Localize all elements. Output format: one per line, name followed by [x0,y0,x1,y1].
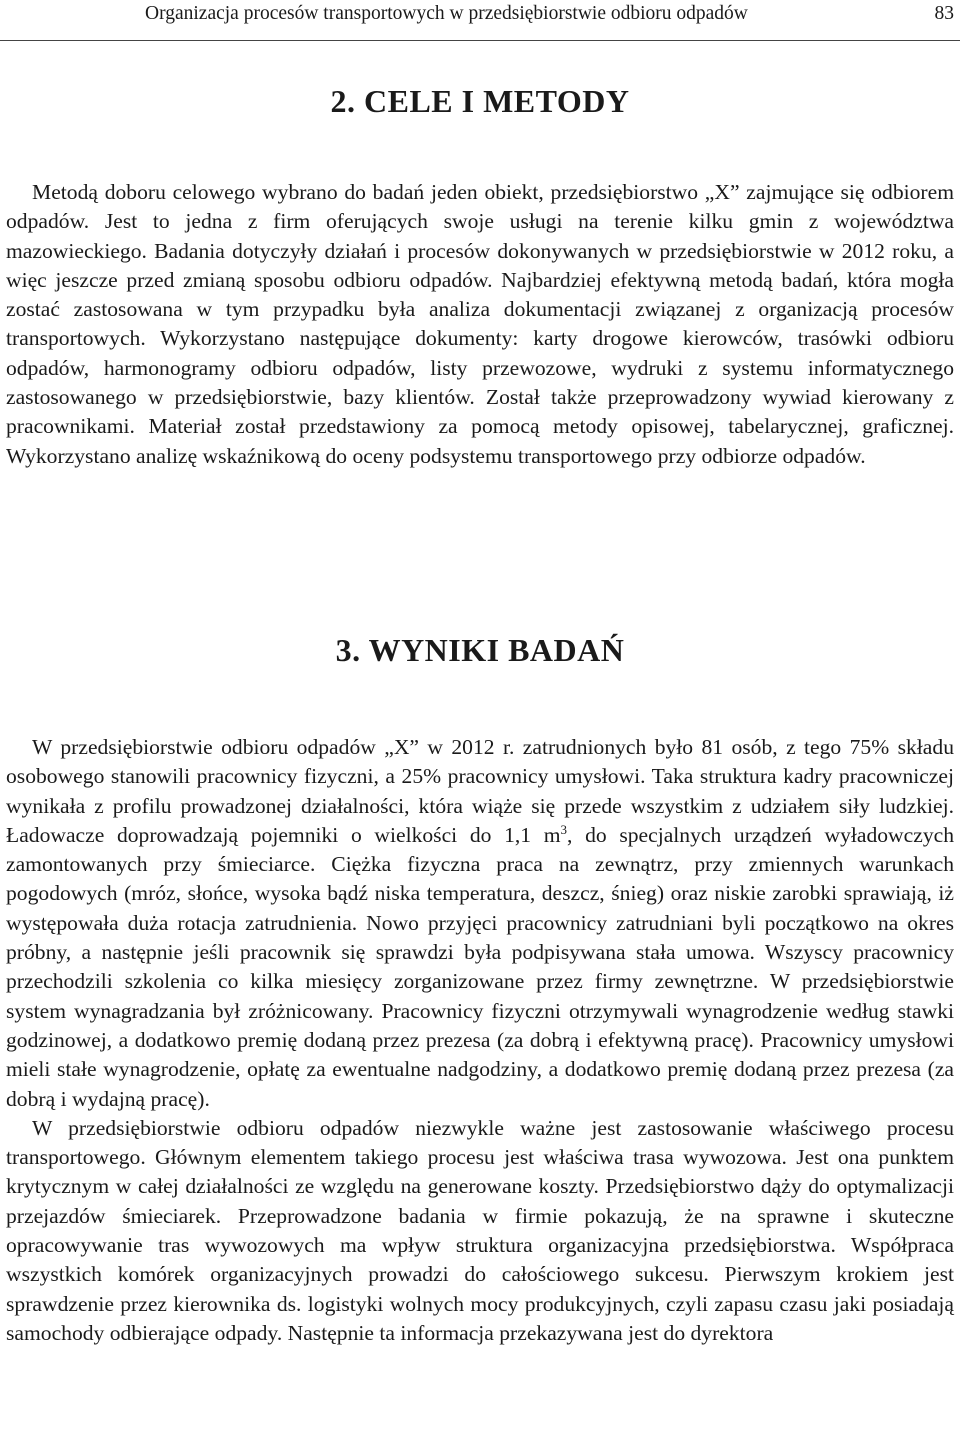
section-body-wyniki-badan [6,733,954,1348]
paragraph: Metodą doboru celowego wybrano do badań jeden obiekt, przedsiębiorstwo „X” zajmujące się odbiorem odpadów. Jest to jedna z firm oferujących swoje usługi na terenie kilku gmin z województwa mazowieckiego. Badania dotyczyły działań i procesów dokonywanych w przedsiębiorstwie w 2012 roku, a więc jeszcze przed zmianą sposobu odbioru odpadów. Najbardziej efektywną metodą badań, która mogła zostać zastosowana w tym przypadku była analiza dokumentacji związanej z organizacją procesów transportowych. Wykorzystano następujące dokumenty: karty drogowe kierowców, trasówki odbioru odpadów, harmonogramy odbioru odpadów, listy przewozowe, wydruki z systemu informatycznego zastosowanego w przedsiębiorstwie, bazy klientów. Został także przeprowadzony wywiad kierowany z pracownikami. Materiał został przedstawiony za pomocą metody opisowej, tabelarycznej, graficznej. Wykorzystano analizę wskaźnikową do oceny podsystemu transportowego przy odbiorze odpadów. [6,180,954,468]
running-header [0,0,960,41]
paragraph: W przedsiębiorstwie odbioru odpadów niezwykle ważne jest zastosowanie właściwego procesu transportowego. Głównym elementem takiego procesu jest właściwa trasa wywozowa. Jest ona punktem krytycznym w całej działalności ze względu na generowane koszty. Przedsiębiorstwo dąży do optymalizacji przejazdów śmieciarek. Przeprowadzone badania w firmie pokazują, że na sprawne i skuteczne opracowywanie tras wywozowych ma wpływ struktura organizacyjna przedsiębiorstwa. Współpraca wszystkich komórek organizacyjnych prowadzi do całościowego sukcesu. Pierwszym krokiem jest sprawdzenie przez kierownika ds. logistyki wolnych mocy produkcyjnych, czyli zapasu czasu jaki posiadają samochody odbierające odpady. Następnie ta informacja przekazywana jest do dyrektora [6,1115,954,1345]
section-heading-cele-i-metody: 2. CELE I METODY [330,83,630,119]
superscript: 3 [560,821,568,837]
page-number: 83 [934,3,954,24]
paragraph-text: , do specjalnych urządzeń wyładowczych zamontowanych przy śmieciarce. Ciężka fizyczna praca na zewnątrz, przy zmiennych warunkach pogodowych (mróz, słońce, wysoka bądź niska temperatura, deszcz, śnieg) oraz niskie zarobki sprawiają, iż występowała duża rotacja zatrudnienia. Nowo przyjęci pracownicy zatrudniani byli początkowo na okres próbny, a następnie jeśli pracownik się sprawdzi była podpisywana stała umowa. Wszyscy pracownicy przechodzili szkolenia co kilka miesięcy zorganizowane przez firmy zewnętrzne. W przedsiębiorstwie system wynagradzania był zróżnicowany. Pracownicy fizyczni otrzymywali wynagrodzenie według stawki godzinowej, a dodatkowo premię dodaną przez prezesa (za dobrą i efektywną pracę). Pracownicy umysłowi mieli stałe wynagrodzenie, opłatę za ewentualne nadgodziny, a dodatkowo premię dodaną przez prezesa (za dobrą i wydajną pracę). [6,822,954,1111]
running-header-title: Organizacja procesów transportowych w przedsiębiorstwie odbioru odpadów [145,3,748,24]
section-heading-wyniki-badan: 3. WYNIKI BADAŃ [335,632,625,668]
paragraph [6,733,954,1114]
section-body-cele-i-metody [6,178,954,471]
paragraph-text: W przedsiębiorstwie odbioru odpadów „X” w 2012 r. zatrudnionych było 81 osób, z tego 75% składu osobowego stanowili pracownicy fizyczni, a 25% pracownicy umysłowi. Taka struktura kadry pracowniczej wynikała z profilu prowadzonej działalności, która wiąże się przede wszystkim z udziałem siły ludzkiej. Ładowacze doprowadzają pojemniki o wielkości do 1,1 m [6,735,954,847]
